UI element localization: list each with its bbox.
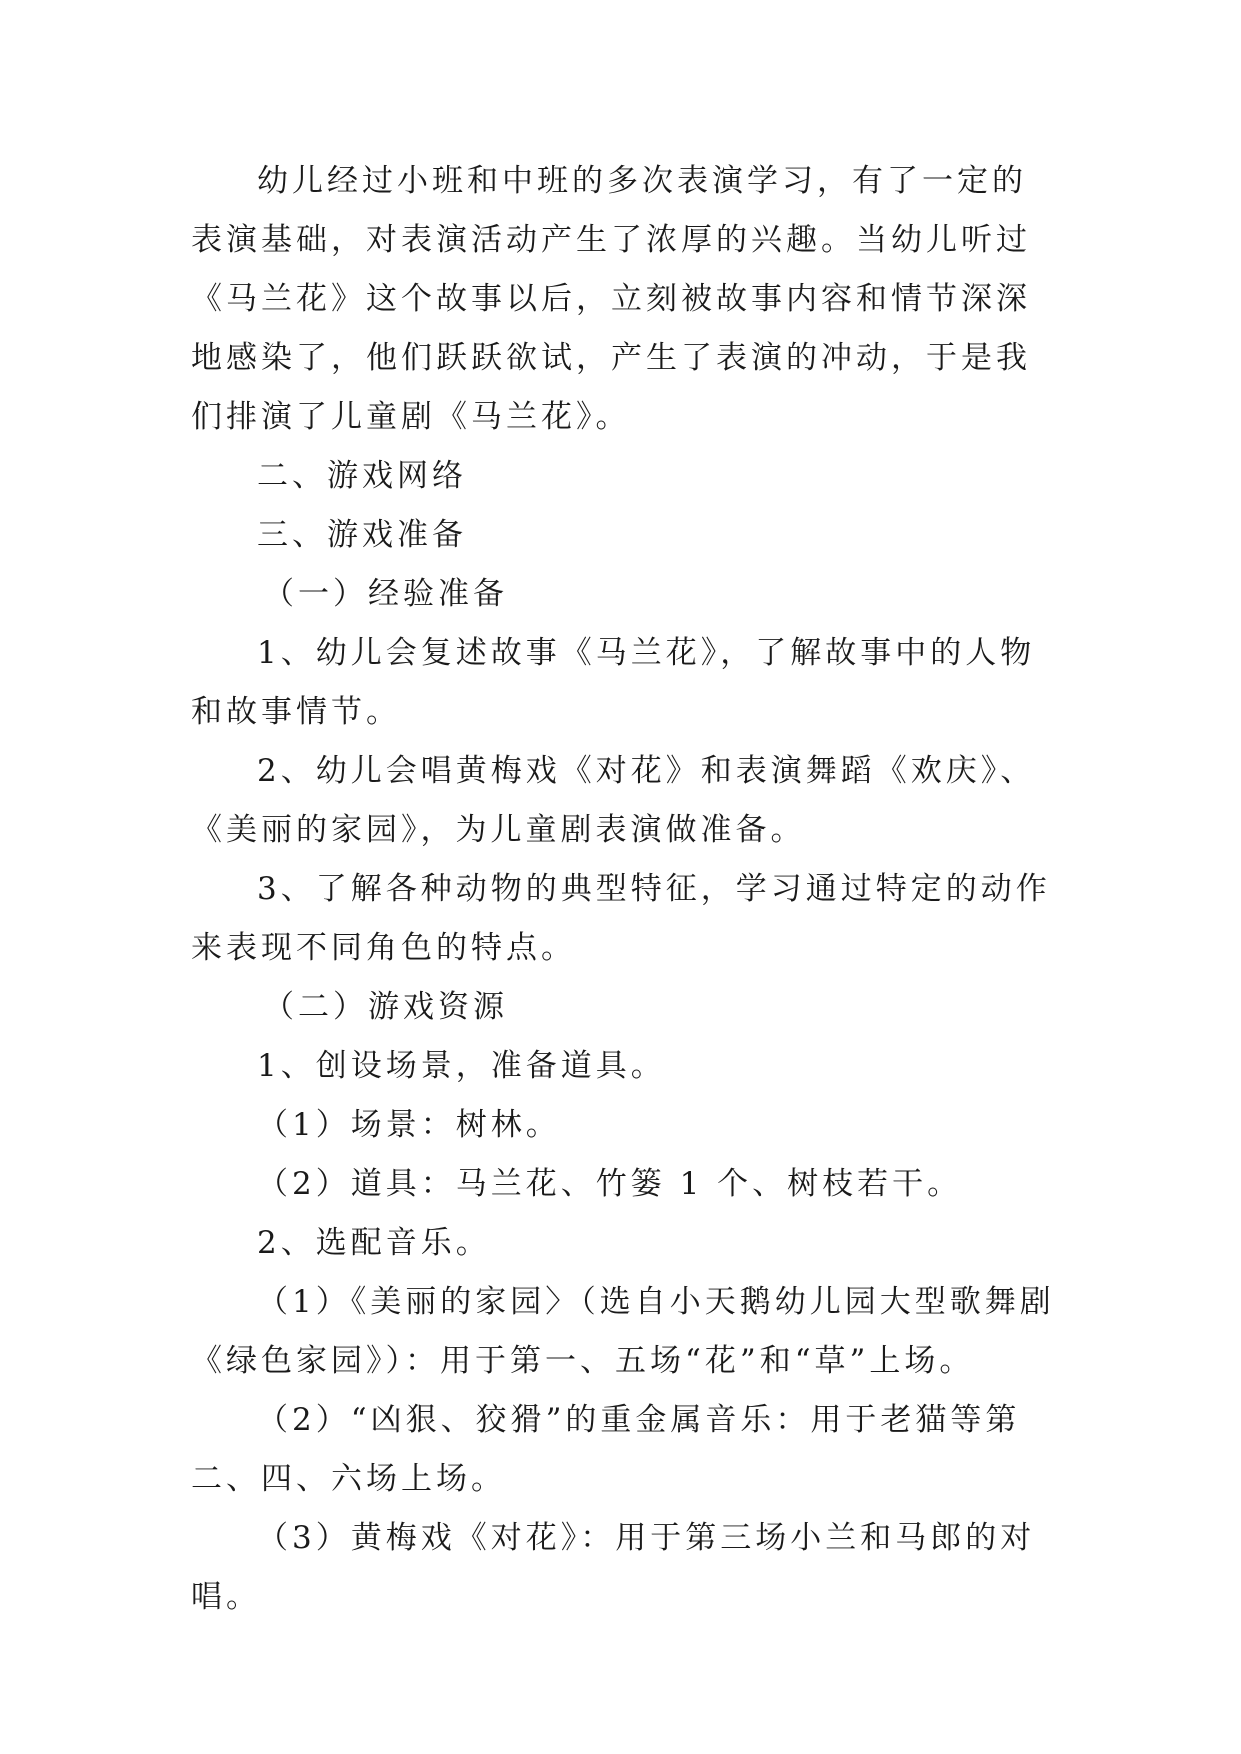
list-item-music-3: （3）黄梅戏《对花》：用于第三场小兰和马郎的对唱。 [191,1520,1036,1615]
list-item-music-1: （1）《美丽的家园〉（选自小天鹅幼儿园大型歌舞剧《绿色家园》）：用于第一、五场“花”和“草”上场。 [191,1284,1055,1379]
section-heading-game-preparation: 三、游戏准备 [257,517,467,553]
list-item-props: （2）道具：马兰花、竹篓 1 个、树枝若干。 [257,1166,963,1202]
list-item-music-2: （2）“凶狠、狡猾”的重金属音乐：用于老猫等第二、四、六场上场。 [191,1402,1021,1497]
list-item-experience-1: 1、幼儿会复述故事《马兰花》，了解故事中的人物和故事情节。 [191,635,1036,730]
subsection-heading-experience: （一）经验准备 [263,576,508,612]
section-heading-game-network: 二、游戏网络 [257,458,467,494]
list-item-scene: （1）场景：树林。 [257,1107,561,1143]
list-item-resources-2: 2、选配音乐。 [257,1225,491,1261]
list-item-experience-3: 3、了解各种动物的典型特征，学习通过特定的动作来表现不同角色的特点。 [191,871,1051,966]
list-item-experience-2: 2、幼儿会唱黄梅戏《对花》和表演舞蹈《欢庆》、《美丽的家园》，为儿童剧表演做准备。 [191,753,1036,848]
subsection-heading-resources: （二）游戏资源 [263,989,508,1025]
document-page [191,152,1059,1627]
intro-paragraph: 幼儿经过小班和中班的多次表演学习，有了一定的表演基础，对表演活动产生了浓厚的兴趣。当幼儿听过《马兰花》这个故事以后，立刻被故事内容和情节深深地感染了，他们跃跃欲试，产生了表演的冲动，于是我们排演了儿童剧《马兰花》。 [191,163,1031,435]
list-item-resources-1: 1、创设场景，准备道具。 [257,1048,666,1084]
